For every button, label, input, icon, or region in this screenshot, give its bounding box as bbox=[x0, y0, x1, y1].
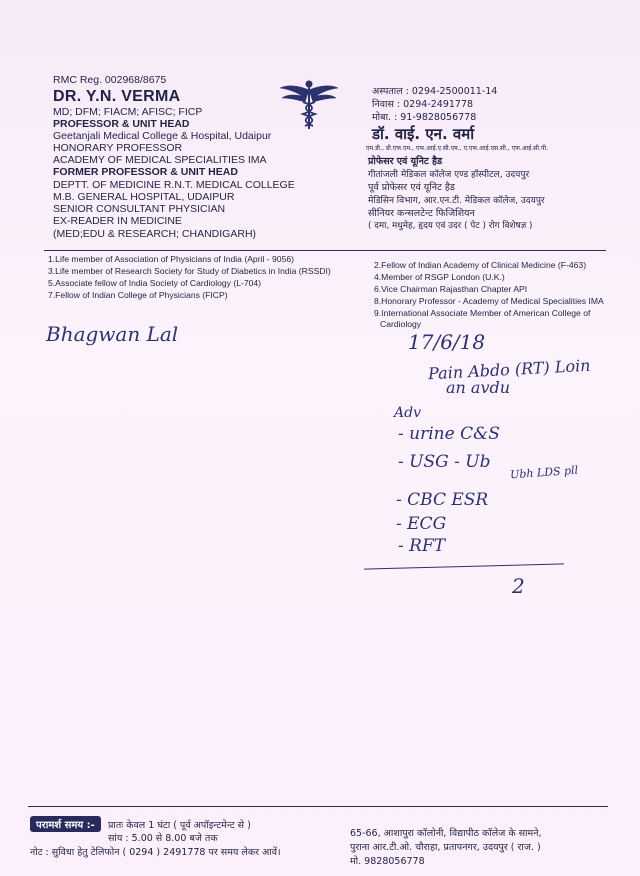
left-header-line: ACADEMY OF MEDICAL SPECIALITIES IMA bbox=[53, 154, 267, 166]
membership-item: 6.Vice Chairman Rajasthan Chapter API bbox=[374, 284, 528, 294]
left-header-line: EX-READER IN MEDICINE bbox=[53, 215, 182, 227]
right-header-line: गीतांजली मेडिकल कॉलेज एण्ड हॉस्पीटल, उदयपुर bbox=[368, 170, 530, 180]
membership-item: 5.Associate fellow of India Society of Cardiology (L-704) bbox=[48, 278, 262, 288]
membership-item: 9.International Associate Member of American College of bbox=[374, 308, 591, 318]
test-item: - RFT bbox=[398, 536, 446, 556]
patient-name: Bhagwan Lal bbox=[46, 322, 179, 346]
left-header-line: (MED;EDU & RESEARCH; CHANDIGARH) bbox=[53, 228, 257, 240]
consult-time-badge: परामर्श समय :- bbox=[30, 816, 101, 832]
right-header-line: प्रोफेसर एवं यूनिट हैड bbox=[368, 156, 443, 167]
left-header-line: Geetanjali Medical College & Hospital, Udaipur bbox=[53, 130, 272, 142]
header-divider bbox=[44, 250, 606, 251]
clinic-address: पुराना आर.टी.ओ. चौराहा, प्रतापनगर, उदयपुर ( राज. ) bbox=[350, 842, 541, 853]
right-header-line: ( दमा, मधुमेह, हृदय एवं उदर ( पेट ) रोग विशेषज्ञ ) bbox=[368, 221, 533, 231]
membership-item: 2.Fellow of Indian Academy of Clinical Medicine (F-463) bbox=[374, 260, 587, 270]
footer-divider bbox=[28, 806, 608, 807]
residence-phone: निवास : 0294-2491778 bbox=[372, 99, 474, 110]
complaint-line: Pain Abdo (RT) Loin bbox=[427, 355, 591, 384]
test-item: - ECG bbox=[396, 514, 447, 534]
mobile-phone: मोबा. : 91-9828056778 bbox=[372, 112, 477, 123]
left-header-line: PROFESSOR & UNIT HEAD bbox=[53, 118, 190, 130]
membership-item: 4.Member of RSGP London (U.K.) bbox=[374, 272, 505, 282]
test-item: - urine C&S bbox=[398, 424, 500, 444]
caduceus-logo bbox=[278, 80, 340, 130]
doctor-name-hindi: डॉ. वाई. एन. वर्मा bbox=[372, 125, 475, 143]
handwritten-underline bbox=[364, 563, 564, 569]
test-item: - CBC ESR bbox=[396, 490, 489, 510]
membership-item: Cardiology bbox=[380, 319, 422, 329]
right-header-line: पूर्व प्रोफेसर एवं यूनिट हैड bbox=[368, 182, 455, 193]
clinic-mobile: मो. 9828056778 bbox=[350, 856, 425, 867]
membership-item: 8.Honorary Professor - Academy of Medical Specialities IMA bbox=[374, 296, 604, 306]
doctor-signature: 2 bbox=[512, 574, 525, 598]
membership-item: 3.Life member of Research Society for Study of Diabetics in India (RSSDI) bbox=[48, 266, 331, 276]
consult-time-evening: सांय : 5.00 से 8.00 बजे तक bbox=[108, 833, 218, 844]
doctor-name: DR. Y.N. VERMA bbox=[53, 88, 181, 105]
left-header-line: DEPTT. OF MEDICINE R.N.T. MEDICAL COLLEGE bbox=[53, 179, 295, 191]
right-header-line: सीनियर कन्सलटेन्ट फिजिशियन bbox=[368, 208, 475, 219]
left-header-line: M.B. GENERAL HOSPITAL, UDAIPUR bbox=[53, 191, 235, 203]
prescription-date: 17/6/18 bbox=[408, 330, 486, 354]
clinic-address: 65-66, आशापुरा कॉलोनी, विद्यापीठ कॉलेज के सामने, bbox=[350, 828, 542, 839]
left-header-line: SENIOR CONSULTANT PHYSICIAN bbox=[53, 203, 226, 215]
consult-time-morning: प्रातः केवल 1 घंटा ( पूर्व अपॉइन्टमेन्ट से ) bbox=[108, 820, 251, 831]
right-header-line: मेडिसिन विभाग, आर.एन.टी. मेडिकल कॉलेज, उदयपुर bbox=[368, 196, 545, 206]
left-header-line: HONORARY PROFESSOR bbox=[53, 142, 183, 154]
membership-item: 1.Life member of Association of Physicians of India (April - 9056) bbox=[48, 254, 294, 264]
appointment-note: नोट : सुविधा हेतु टेलिफोन ( 0294 ) 2491778 पर समय लेकर आवें। bbox=[30, 847, 281, 858]
complaint-line: an avdu bbox=[446, 378, 511, 397]
doctor-degrees-hindi: एम.डी., डी.एफ.एम., एफ.आई.ए.सी.एम., ए.एफ.आई.एस.सी., एफ.आई.सी.पी. bbox=[366, 145, 549, 152]
doctor-degrees: MD; DFM; FIACM; AFISC; FICP bbox=[53, 106, 203, 118]
hospital-phone: अस्पताल : 0294-2500011-14 bbox=[372, 86, 498, 97]
left-header-line: FORMER PROFESSOR & UNIT HEAD bbox=[53, 166, 238, 178]
membership-item: 7.Fellow of Indian College of Physicians (FICP) bbox=[48, 290, 228, 300]
test-item: - USG - Ub bbox=[398, 452, 491, 472]
rmc-registration: RMC Reg. 002968/8675 bbox=[53, 74, 167, 86]
test-note: Ubh LDS pll bbox=[509, 463, 579, 482]
advice-label: Adv bbox=[394, 405, 421, 421]
